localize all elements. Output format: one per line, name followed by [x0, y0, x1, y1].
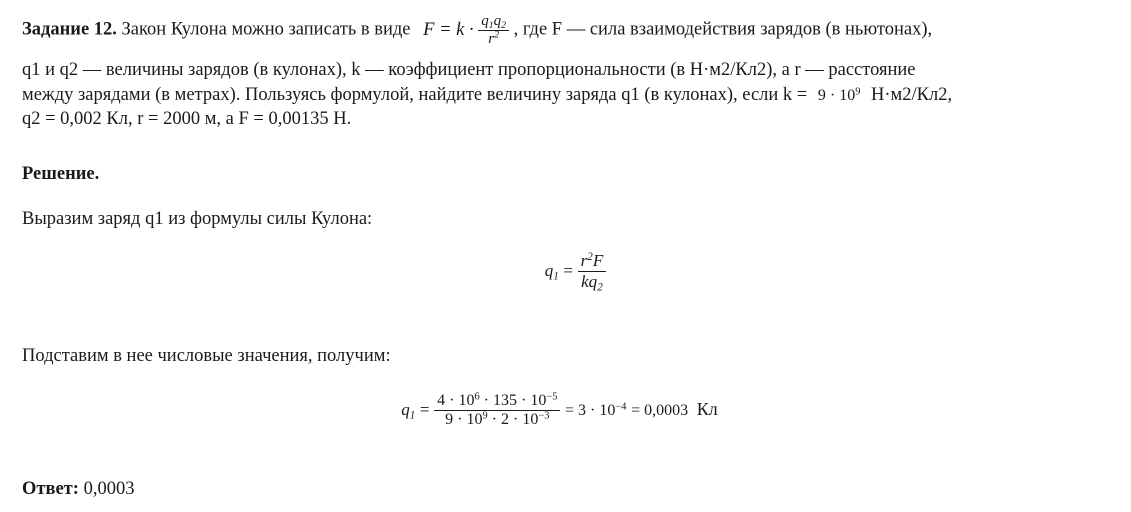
task-text-2: , где F — сила взаимодействия зарядов (в ньютонах),: [513, 19, 933, 40]
sub-1: 1: [553, 270, 559, 283]
formula-q1-lhs: [401, 399, 416, 422]
formula-q1-lhs: [544, 260, 559, 283]
solution-step-1: Выразим заряд q1 из формулы силы Кулона:: [22, 209, 373, 229]
task-label: Задание 12.: [22, 19, 117, 40]
formula-q1-fraction: [578, 252, 607, 291]
task-line-3: [22, 84, 952, 107]
k-unit: Н·м2/Кл2,: [871, 85, 953, 105]
solution-heading: Решение.: [22, 164, 100, 184]
sup-2: 2: [587, 250, 593, 263]
task-line-3-text: между зарядами (в метрах). Пользуясь формулой, найдите величину заряда q1 (в кулонах), если k =: [22, 85, 808, 105]
num-part-b: · 135 · 10: [479, 392, 547, 409]
k-exponent: 9: [855, 86, 861, 98]
sub-2: 2: [597, 281, 603, 293]
f-symbol: F: [592, 251, 604, 270]
answer-label: Ответ:: [22, 479, 79, 499]
sub-1: 1: [409, 409, 416, 422]
coulomb-denominator: [478, 31, 509, 48]
numeric-numerator: [434, 392, 560, 411]
r-symbol: r: [580, 251, 588, 270]
numeric-fraction: [434, 392, 560, 429]
q-symbol: q: [401, 399, 410, 419]
sub-2: 2: [501, 19, 507, 31]
kq-symbol: kq: [581, 271, 598, 291]
formula-q1-numerator: [578, 252, 607, 272]
formula-numeric-substitution: [0, 392, 1125, 429]
den-part-b: · 2 · 10: [487, 410, 539, 428]
task-line-4: q2 = 0,002 Кл, r = 2000 м, а F = 0,00135 Н.: [22, 109, 352, 129]
coulomb-numerator: [478, 13, 509, 31]
result-decimal: = 0,0003: [631, 401, 689, 419]
task-text-1: Закон Кулона можно записать в виде: [121, 19, 411, 40]
solution-step-2: Подставим в нее числовые значения, получим:: [22, 346, 391, 366]
den-exp-a: 9: [482, 409, 488, 421]
result-exponent: −4: [615, 401, 627, 413]
result-base: = 3 · 10: [565, 401, 616, 419]
coulomb-formula: [423, 13, 514, 47]
coulomb-lhs: F = k ·: [423, 19, 474, 40]
q-symbol-2: q: [493, 13, 502, 29]
equals-sign: =: [563, 260, 574, 280]
task-line-2: q1 и q2 — величины зарядов (в кулонах), k — коэффициент пропорциональности (в Н·м2/Кл2), а r — расстояние: [22, 60, 916, 80]
den-part-a: 9 · 10: [445, 410, 483, 428]
den-exp-b: −3: [538, 409, 550, 421]
num-exp-b: −5: [546, 391, 558, 403]
sup-2: 2: [494, 29, 499, 41]
r-symbol: r: [488, 30, 495, 47]
q-symbol: q: [544, 260, 554, 280]
formula-q1-expression: [10, 252, 1131, 291]
coulomb-fraction: [478, 13, 509, 48]
num-exp-a: 6: [474, 391, 480, 403]
sub-1: 1: [488, 19, 494, 31]
task-line-1: [22, 13, 932, 48]
result-unit: Кл: [696, 398, 718, 419]
answer-value: 0,0003: [83, 479, 135, 499]
num-part-a: 4 · 10: [437, 392, 475, 409]
numeric-denominator: [434, 411, 560, 429]
equals-sign: =: [419, 399, 430, 419]
answer-line: [22, 478, 134, 500]
result-power-form: [565, 402, 626, 419]
formula-q1-denominator: [578, 272, 607, 292]
k-value: [818, 87, 861, 104]
k-base: 9 · 10: [817, 87, 856, 104]
q-symbol: q: [481, 13, 489, 29]
